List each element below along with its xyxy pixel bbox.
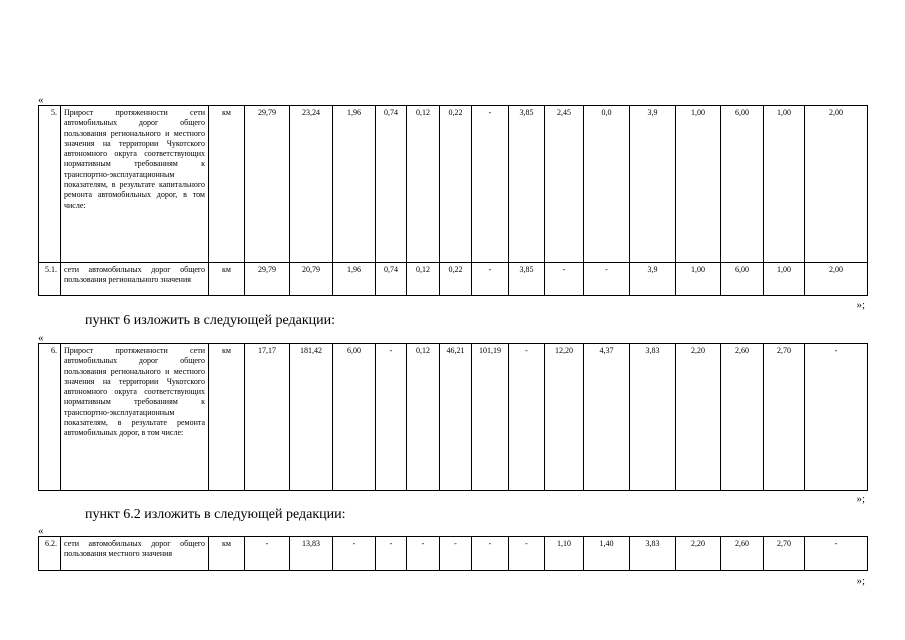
value-cell: 3,9 xyxy=(630,263,676,296)
indicator-table-6 xyxy=(38,343,868,491)
indicator-table-6-2 xyxy=(38,536,868,571)
value-cell: 1,96 xyxy=(333,263,376,296)
value-cell: 1,00 xyxy=(676,263,721,296)
value-cell: - xyxy=(472,537,509,571)
unit-cell: км xyxy=(209,263,245,296)
unit-cell: км xyxy=(209,106,245,263)
indicator-name: Прирост протяженности сети автомобильных дорог общего пользования регионального и местного значения на территории Чукотского автономного округа соответствующих нормативным требованиям к транспортно-эксплуатационным показателям, в результате ремонта автомобильных дорог, в том числе: xyxy=(61,344,209,491)
value-cell: - xyxy=(805,537,868,571)
table-row xyxy=(39,263,868,296)
value-cell: 0,22 xyxy=(440,106,472,263)
value-cell: - xyxy=(805,344,868,491)
value-cell: 0,12 xyxy=(407,106,440,263)
value-cell: 2,60 xyxy=(721,344,764,491)
row-number: 5.1. xyxy=(39,263,61,296)
value-cell: 2,45 xyxy=(545,106,584,263)
value-cell: 101,19 xyxy=(472,344,509,491)
value-cell: 3,85 xyxy=(509,106,545,263)
value-cell: 6,00 xyxy=(721,263,764,296)
value-cell: 1,00 xyxy=(764,263,805,296)
value-cell: - xyxy=(472,106,509,263)
value-cell: 0,22 xyxy=(440,263,472,296)
value-cell: - xyxy=(440,537,472,571)
value-cell: 0,12 xyxy=(407,263,440,296)
value-cell: 29,79 xyxy=(245,263,290,296)
row-number: 5. xyxy=(39,106,61,263)
unit-cell: км xyxy=(209,537,245,571)
value-cell: 20,79 xyxy=(290,263,333,296)
indicator-name: Прирост протяженности сети автомобильных дорог общего пользования регионального и местного значения на территории Чукотского автономного округа соответствующих нормативным требованиям к транспортно-эксплуатационным показателям, в результате капитального ремонта автомобильных дорог, в том числе: xyxy=(61,106,209,263)
value-cell: 1,40 xyxy=(584,537,630,571)
opening-quote-3: « xyxy=(38,525,44,537)
value-cell: 12,20 xyxy=(545,344,584,491)
table-row xyxy=(39,537,868,571)
value-cell: 3,85 xyxy=(509,263,545,296)
value-cell: 3,9 xyxy=(630,106,676,263)
value-cell: 2,00 xyxy=(805,263,868,296)
row-number: 6.2. xyxy=(39,537,61,571)
value-cell: - xyxy=(376,537,407,571)
value-cell: - xyxy=(407,537,440,571)
row-number: 6. xyxy=(39,344,61,491)
value-cell: 2,60 xyxy=(721,537,764,571)
closing-quote-2: »; xyxy=(856,493,865,505)
value-cell: 2,20 xyxy=(676,344,721,491)
value-cell: 17,17 xyxy=(245,344,290,491)
value-cell: 0,74 xyxy=(376,263,407,296)
value-cell: 0,74 xyxy=(376,106,407,263)
indicator-table-5 xyxy=(38,105,868,296)
value-cell: - xyxy=(509,537,545,571)
table-row xyxy=(39,106,868,263)
value-cell: - xyxy=(545,263,584,296)
opening-quote-2: « xyxy=(38,332,44,344)
value-cell: 1,96 xyxy=(333,106,376,263)
value-cell: 2,00 xyxy=(805,106,868,263)
value-cell: - xyxy=(509,344,545,491)
value-cell: - xyxy=(333,537,376,571)
indicator-name: сети автомобильных дорог общего пользования регионального значения xyxy=(61,263,209,296)
value-cell: 1,00 xyxy=(676,106,721,263)
value-cell: 2,70 xyxy=(764,537,805,571)
value-cell: 6,00 xyxy=(721,106,764,263)
value-cell: 3,83 xyxy=(630,537,676,571)
value-cell: 23,24 xyxy=(290,106,333,263)
closing-quote-3: »; xyxy=(856,575,865,587)
value-cell: - xyxy=(472,263,509,296)
value-cell: 6,00 xyxy=(333,344,376,491)
unit-cell: км xyxy=(209,344,245,491)
value-cell: 1,00 xyxy=(764,106,805,263)
section-heading-6-2: пункт 6.2 изложить в следующей редакции: xyxy=(85,507,346,522)
value-cell: 2,70 xyxy=(764,344,805,491)
value-cell: 4,37 xyxy=(584,344,630,491)
value-cell: 181,42 xyxy=(290,344,333,491)
value-cell: 1,10 xyxy=(545,537,584,571)
value-cell: 0,12 xyxy=(407,344,440,491)
value-cell: - xyxy=(376,344,407,491)
value-cell: 29,79 xyxy=(245,106,290,263)
opening-quote-1: « xyxy=(38,94,44,106)
table-row xyxy=(39,344,868,491)
value-cell: - xyxy=(584,263,630,296)
value-cell: 13,83 xyxy=(290,537,333,571)
section-heading-6: пункт 6 изложить в следующей редакции: xyxy=(85,313,335,328)
value-cell: 0,0 xyxy=(584,106,630,263)
closing-quote-1: »; xyxy=(856,299,865,311)
value-cell: 3,83 xyxy=(630,344,676,491)
value-cell: 2,20 xyxy=(676,537,721,571)
value-cell: 46,21 xyxy=(440,344,472,491)
value-cell: - xyxy=(245,537,290,571)
indicator-name: сети автомобильных дорог общего пользования местного значения xyxy=(61,537,209,571)
